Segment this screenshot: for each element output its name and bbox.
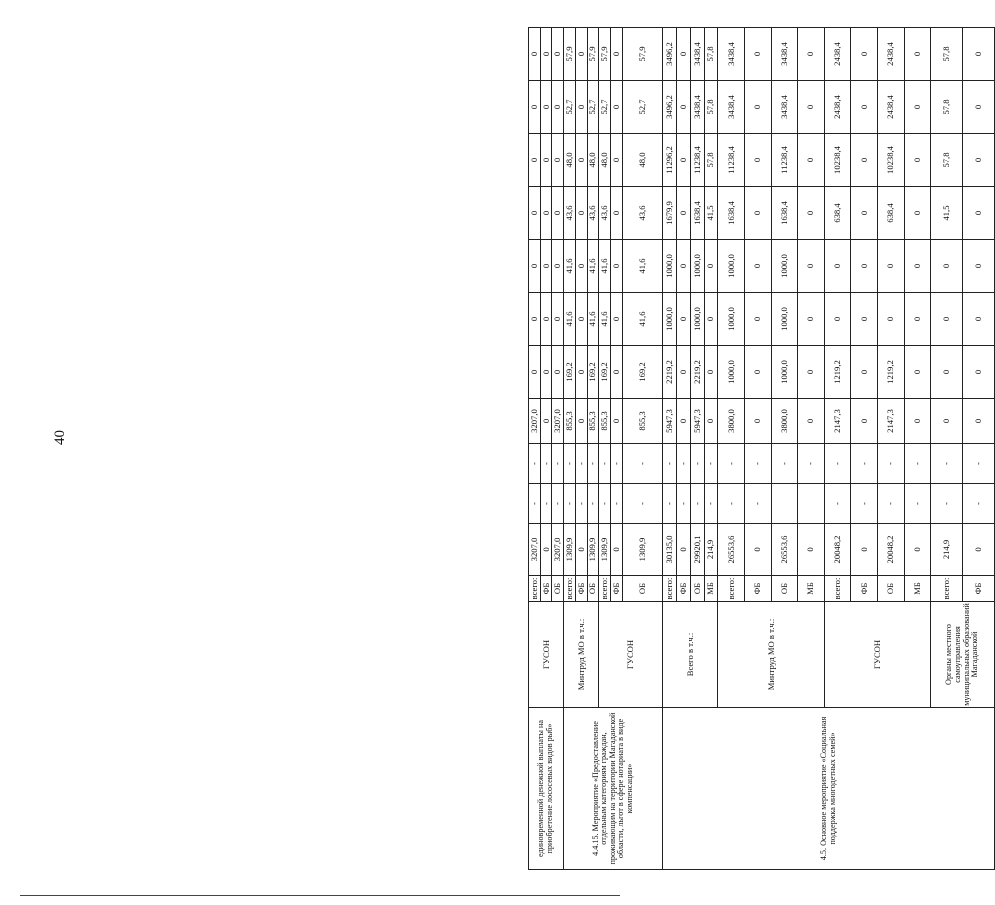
value-cell: 1679,9 [663,187,677,240]
value-cell: 0 [931,293,963,346]
value-cell: 0 [575,28,587,81]
fin-label: ОБ [587,576,599,602]
value-cell: 0 [877,293,904,346]
value-cell: - [704,484,718,524]
value-cell: 41,6 [564,293,576,346]
value-cell: 3438,4 [771,28,798,81]
value-cell: 0 [552,134,564,187]
value-cell: 57,8 [704,81,718,134]
value-cell: 0 [904,524,931,576]
value-cell: 41,5 [704,187,718,240]
value-cell: 43,6 [599,187,611,240]
value-cell: 41,6 [622,293,662,346]
value-cell: 214,9 [704,524,718,576]
table-row [529,28,541,870]
value-cell: 26553,6 [718,524,745,576]
value-cell: 0 [798,187,825,240]
value-cell: 52,7 [564,81,576,134]
value-cell: - [575,484,587,524]
value-cell: 1000,0 [718,240,745,293]
value-cell: 0 [575,524,587,576]
value-cell: 0 [744,187,771,240]
fin-label: всего: [824,576,851,602]
value-cell: - [587,444,599,484]
value-cell: 20048,2 [877,524,904,576]
value-cell: 2438,4 [877,81,904,134]
value-cell [798,484,825,524]
value-cell: 0 [529,240,541,293]
value-cell: 0 [704,293,718,346]
value-cell: 169,2 [564,346,576,399]
fin-label: всего: [564,576,576,602]
value-cell: 855,3 [599,399,611,444]
value-cell: - [663,444,677,484]
value-cell: 1000,0 [663,293,677,346]
value-cell: 855,3 [587,399,599,444]
value-cell: - [851,444,878,484]
value-cell: 855,3 [564,399,576,444]
value-cell: 0 [904,28,931,81]
value-cell: 29920,1 [690,524,704,576]
program-funding-table [528,27,995,870]
value-cell: 0 [676,81,690,134]
value-cell: 0 [529,134,541,187]
value-cell: 0 [963,346,995,399]
value-cell: 0 [575,81,587,134]
value-cell: 0 [798,399,825,444]
value-cell: 0 [744,524,771,576]
value-cell: 1309,9 [564,524,576,576]
value-cell: 48,0 [587,134,599,187]
value-cell: 0 [851,399,878,444]
fin-label: всего: [931,576,963,602]
value-cell: 0 [610,346,622,399]
fin-label: всего: [718,576,745,602]
value-cell: 0 [540,293,552,346]
value-cell: 0 [963,81,995,134]
value-cell: - [599,444,611,484]
value-cell: 2438,4 [824,28,851,81]
value-cell: - [851,484,878,524]
value-cell: 0 [704,240,718,293]
value-cell: - [744,484,771,524]
executor-guson: ГУСОН [824,602,930,708]
value-cell: 0 [904,240,931,293]
value-cell: 0 [798,293,825,346]
value-cell: 1000,0 [771,240,798,293]
value-cell: 43,6 [587,187,599,240]
value-cell: 5947,3 [663,399,677,444]
value-cell: 0 [798,134,825,187]
value-cell: 52,7 [587,81,599,134]
fin-label: ОБ [771,576,798,602]
value-cell: 638,4 [877,187,904,240]
value-cell: 0 [744,28,771,81]
value-cell: 3438,4 [690,28,704,81]
value-cell: 0 [610,524,622,576]
value-cell: 0 [851,346,878,399]
value-cell: 1219,2 [877,346,904,399]
measure-desc-4-4-15: 4.4.15. Мероприятие «Предоставление отдельным категориям граждан, проживающим на территории Магаданской области, льгот в сфере нотариата в виде компенсации» [564,708,663,870]
value-cell: - [622,484,662,524]
value-cell: 2219,2 [690,346,704,399]
value-cell: 0 [963,187,995,240]
value-cell: 1000,0 [718,346,745,399]
value-cell: 0 [676,134,690,187]
value-cell: 1638,4 [690,187,704,240]
value-cell: - [575,444,587,484]
value-cell: 48,0 [599,134,611,187]
fin-label: ФБ [575,576,587,602]
table-row [663,28,677,870]
value-cell: - [824,444,851,484]
value-cell: - [824,484,851,524]
value-cell: 214,9 [931,524,963,576]
value-cell: - [931,484,963,524]
fin-label: ФБ [851,576,878,602]
value-cell: 0 [540,346,552,399]
value-cell: 0 [824,240,851,293]
value-cell: 1309,9 [622,524,662,576]
value-cell: - [610,484,622,524]
value-cell: 0 [676,28,690,81]
value-cell: 2438,4 [824,81,851,134]
value-cell: 41,5 [931,187,963,240]
value-cell: 0 [744,134,771,187]
value-cell: - [744,444,771,484]
value-cell: 3438,4 [718,28,745,81]
value-cell: 1309,9 [587,524,599,576]
value-cell: - [564,444,576,484]
value-cell: 0 [851,134,878,187]
value-cell: - [529,484,541,524]
value-cell: - [676,444,690,484]
value-cell: 0 [744,399,771,444]
value-cell: 0 [963,28,995,81]
value-cell: 0 [851,293,878,346]
value-cell: - [564,484,576,524]
value-cell: 0 [798,240,825,293]
measure-desc-4-5: 4.5. Основное мероприятие «Социальная поддержка многодетных семей» [663,708,995,870]
value-cell: 1000,0 [718,293,745,346]
value-cell: 1219,2 [824,346,851,399]
value-cell: 0 [931,346,963,399]
value-cell: 0 [552,240,564,293]
value-cell: 41,6 [622,240,662,293]
value-cell: 169,2 [622,346,662,399]
value-cell: - [552,484,564,524]
executor-vsego: Всего в т.ч.: [663,602,718,708]
value-cell: 57,9 [599,28,611,81]
value-cell: - [904,484,931,524]
fin-label: ФБ [540,576,552,602]
fin-label: ФБ [610,576,622,602]
value-cell: 1000,0 [771,346,798,399]
value-cell: 0 [824,293,851,346]
value-cell: - [599,484,611,524]
value-cell: 0 [798,28,825,81]
value-cell: 1638,4 [718,187,745,240]
value-cell: 0 [704,399,718,444]
value-cell: 52,7 [599,81,611,134]
fin-label: МБ [704,576,718,602]
value-cell: 0 [904,134,931,187]
value-cell: - [877,444,904,484]
value-cell: 3207,0 [529,524,541,576]
value-cell: 0 [744,240,771,293]
value-cell: 0 [931,399,963,444]
fin-label: ФБ [676,576,690,602]
value-cell: - [610,444,622,484]
value-cell: 20048,2 [824,524,851,576]
value-cell: 0 [676,187,690,240]
value-cell: 0 [529,28,541,81]
value-cell: - [963,484,995,524]
value-cell: 0 [704,346,718,399]
value-cell: 3207,0 [552,399,564,444]
value-cell: 5947,3 [690,399,704,444]
value-cell: 57,8 [931,28,963,81]
value-cell: 26553,6 [771,524,798,576]
executor-mintrud: Минтруд МО в т.ч.: [564,602,599,708]
value-cell: 0 [931,240,963,293]
value-cell: - [529,444,541,484]
fin-label: всего: [529,576,541,602]
executor-guson: ГУСОН [529,602,564,708]
page-number: 40 [52,430,68,445]
fin-label: ФБ [963,576,995,602]
executor-organy: Органы местного самоуправления муниципальных образований Магаданской [931,602,995,708]
value-cell: 43,6 [622,187,662,240]
value-cell: 0 [744,346,771,399]
fin-label: ОБ [877,576,904,602]
value-cell: 3800,0 [771,399,798,444]
value-cell: 3496,2 [663,28,677,81]
executor-guson: ГУСОН [599,602,663,708]
value-cell: 0 [575,187,587,240]
value-cell: 41,6 [587,240,599,293]
value-cell: - [798,444,825,484]
value-cell: - [663,484,677,524]
value-cell: 0 [676,240,690,293]
value-cell: 0 [798,346,825,399]
value-cell: 1638,4 [771,187,798,240]
value-cell: 0 [540,399,552,444]
value-cell: - [877,484,904,524]
value-cell: - [676,484,690,524]
value-cell: 0 [798,81,825,134]
value-cell: 0 [744,293,771,346]
value-cell: 0 [798,524,825,576]
value-cell: 11238,4 [771,134,798,187]
value-cell: 0 [963,134,995,187]
value-cell: 0 [575,134,587,187]
value-cell: 0 [552,28,564,81]
fin-label: ОБ [622,576,662,602]
value-cell: 0 [540,524,552,576]
value-cell: 57,8 [704,28,718,81]
value-cell: 0 [540,187,552,240]
value-cell: 0 [904,399,931,444]
value-cell: 0 [610,399,622,444]
value-cell: 0 [676,293,690,346]
value-cell: 0 [575,240,587,293]
value-cell: 41,6 [564,240,576,293]
value-cell: 11238,4 [718,134,745,187]
value-cell: 0 [963,399,995,444]
value-cell: 0 [851,240,878,293]
value-cell: 0 [610,28,622,81]
value-cell: 0 [851,524,878,576]
value-cell: 0 [963,293,995,346]
value-cell: 0 [529,187,541,240]
value-cell: 57,8 [704,134,718,187]
value-cell: 0 [877,240,904,293]
value-cell: 0 [676,399,690,444]
value-cell: - [690,484,704,524]
value-cell: 1000,0 [690,293,704,346]
value-cell: - [718,444,745,484]
value-cell: 3438,4 [690,81,704,134]
value-cell: 3207,0 [529,399,541,444]
value-cell: - [718,484,745,524]
fin-label: ФБ [744,576,771,602]
value-cell: - [904,444,931,484]
fin-label: ОБ [690,576,704,602]
value-cell: 41,6 [599,293,611,346]
value-cell: 0 [529,346,541,399]
value-cell: 1000,0 [663,240,677,293]
value-cell: 0 [575,293,587,346]
value-cell: 3207,0 [552,524,564,576]
value-cell: 0 [540,134,552,187]
value-cell: - [622,444,662,484]
value-cell: 0 [610,240,622,293]
value-cell: 0 [676,524,690,576]
bottom-rule [20,895,620,896]
value-cell: 0 [851,28,878,81]
value-cell: - [540,444,552,484]
value-cell: 0 [610,187,622,240]
value-cell: 0 [552,346,564,399]
fin-label: МБ [904,576,931,602]
value-cell: 43,6 [564,187,576,240]
value-cell: 52,7 [622,81,662,134]
value-cell: 2219,2 [663,346,677,399]
value-cell: 0 [851,81,878,134]
value-cell: 41,6 [587,293,599,346]
value-cell: 3438,4 [718,81,745,134]
fin-label: всего: [599,576,611,602]
value-cell: 30135,0 [663,524,677,576]
value-cell: 48,0 [564,134,576,187]
value-cell: 11238,4 [690,134,704,187]
measure-desc-prev: единовременной денежной выплаты на приобретение лососевых видов рыб» [529,708,564,870]
value-cell: 1000,0 [771,293,798,346]
value-cell: 57,8 [931,134,963,187]
value-cell: 0 [963,240,995,293]
value-cell: 2438,4 [877,28,904,81]
value-cell: 0 [540,28,552,81]
value-cell: 3496,2 [663,81,677,134]
value-cell: 3800,0 [718,399,745,444]
value-cell: 0 [575,346,587,399]
value-cell: 11296,2 [663,134,677,187]
value-cell: 0 [610,293,622,346]
value-cell: 57,9 [622,28,662,81]
value-cell: 0 [676,346,690,399]
value-cell: 10238,4 [824,134,851,187]
value-cell: 0 [529,81,541,134]
value-cell: - [540,484,552,524]
value-cell: 0 [552,187,564,240]
value-cell: 3438,4 [771,81,798,134]
value-cell: 2147,3 [877,399,904,444]
value-cell: 0 [904,187,931,240]
value-cell [771,484,798,524]
value-cell: - [771,444,798,484]
value-cell: 0 [540,240,552,293]
table-row [564,28,576,870]
value-cell: 0 [529,293,541,346]
value-cell: 0 [552,293,564,346]
value-cell: - [552,444,564,484]
value-cell: - [690,444,704,484]
value-cell: 0 [575,399,587,444]
value-cell: 0 [963,524,995,576]
value-cell: 169,2 [599,346,611,399]
executor-mintrud: Минтруд МО в т.ч.: [718,602,824,708]
value-cell: 57,9 [587,28,599,81]
value-cell: 57,9 [564,28,576,81]
value-cell: 0 [904,293,931,346]
value-cell: 48,0 [622,134,662,187]
fin-label: всего: [663,576,677,602]
value-cell: 0 [540,81,552,134]
value-cell: 0 [744,81,771,134]
value-cell: 1309,9 [599,524,611,576]
fin-label: МБ [798,576,825,602]
value-cell: - [931,444,963,484]
value-cell: - [587,484,599,524]
value-cell: 0 [904,81,931,134]
fin-label: ОБ [552,576,564,602]
value-cell: 2147,3 [824,399,851,444]
value-cell: 10238,4 [877,134,904,187]
value-cell: 0 [610,81,622,134]
value-cell: 57,8 [931,81,963,134]
value-cell: - [963,444,995,484]
value-cell: 638,4 [824,187,851,240]
value-cell: 0 [904,346,931,399]
value-cell: 1000,0 [690,240,704,293]
value-cell: 0 [610,134,622,187]
value-cell: 855,3 [622,399,662,444]
value-cell: - [704,444,718,484]
value-cell: 0 [552,81,564,134]
value-cell: 41,6 [599,240,611,293]
value-cell: 0 [851,187,878,240]
value-cell: 169,2 [587,346,599,399]
